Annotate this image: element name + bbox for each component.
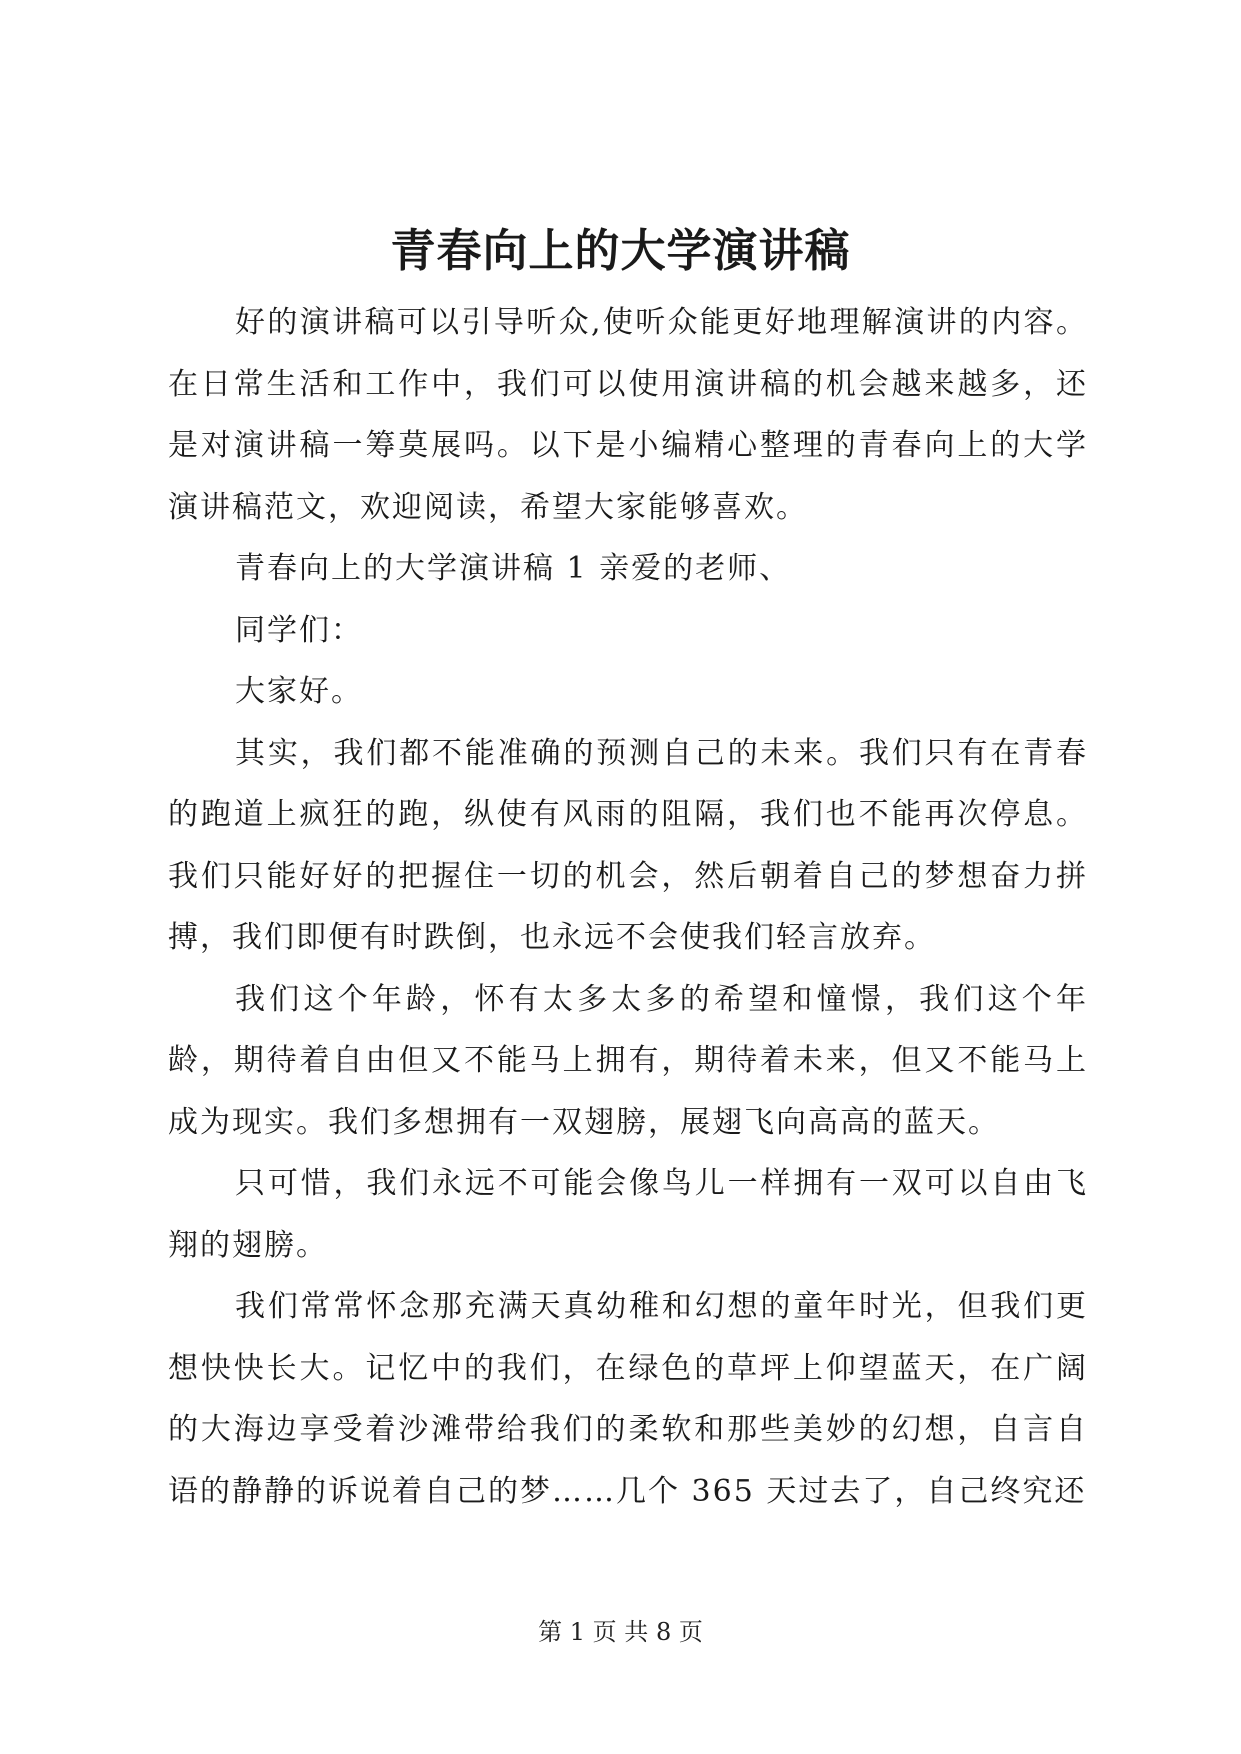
paragraph-body-1: 其实，我们都不能准确的预测自己的未来。我们只有在青春的跑道上疯狂的跑，纵使有风雨的阻隔，我们也不能再次停息。我们只能好好的把握住一切的机会，然后朝着自己的梦想奋力拼搏，我们即便有时跌倒，也永远不会使我们轻言放弃。 (168, 735, 1088, 955)
document-body (168, 292, 1088, 1522)
paragraph-body-3: 只可惜，我们永远不可能会像鸟儿一样拥有一双可以自由飞翔的翅膀。 (168, 1166, 1088, 1263)
page-number: 第 1 页 共 8 页 (538, 1618, 703, 1646)
paragraph-salutation: 同学们： (235, 612, 363, 648)
paragraph-speech-heading: 青春向上的大学演讲稿 1 亲爱的老师、 (235, 551, 792, 586)
document-title: 青春向上的大学演讲稿 (390, 224, 851, 277)
paragraph-greeting: 大家好。 (235, 674, 363, 709)
paragraph-intro: 好的演讲稿可以引导听众,使听众能更好地理解演讲的内容。在日常生活和工作中，我们可以使用演讲稿的机会越来越多，还是对演讲稿一筹莫展吗。以下是小编精心整理的青春向上的大学演讲稿范文，欢迎阅读，希望大家能够喜欢。 (168, 305, 1088, 525)
paragraph-body-4: 我们常常怀念那充满天真幼稚和幻想的童年时光，但我们更想快快长大。记忆中的我们，在绿色的草坪上仰望蓝天，在广阔的大海边享受着沙滩带给我们的柔软和那些美妙的幻想，自言自语的静静的诉说着自己的梦……几个 365 天过去了，自己终究还 (168, 1289, 1088, 1509)
paragraph-body-2: 我们这个年龄，怀有太多太多的希望和憧憬，我们这个年龄，期待着自由但又不能马上拥有，期待着未来，但又不能马上成为现实。我们多想拥有一双翅膀，展翅飞向高高的蓝天。 (168, 981, 1088, 1140)
